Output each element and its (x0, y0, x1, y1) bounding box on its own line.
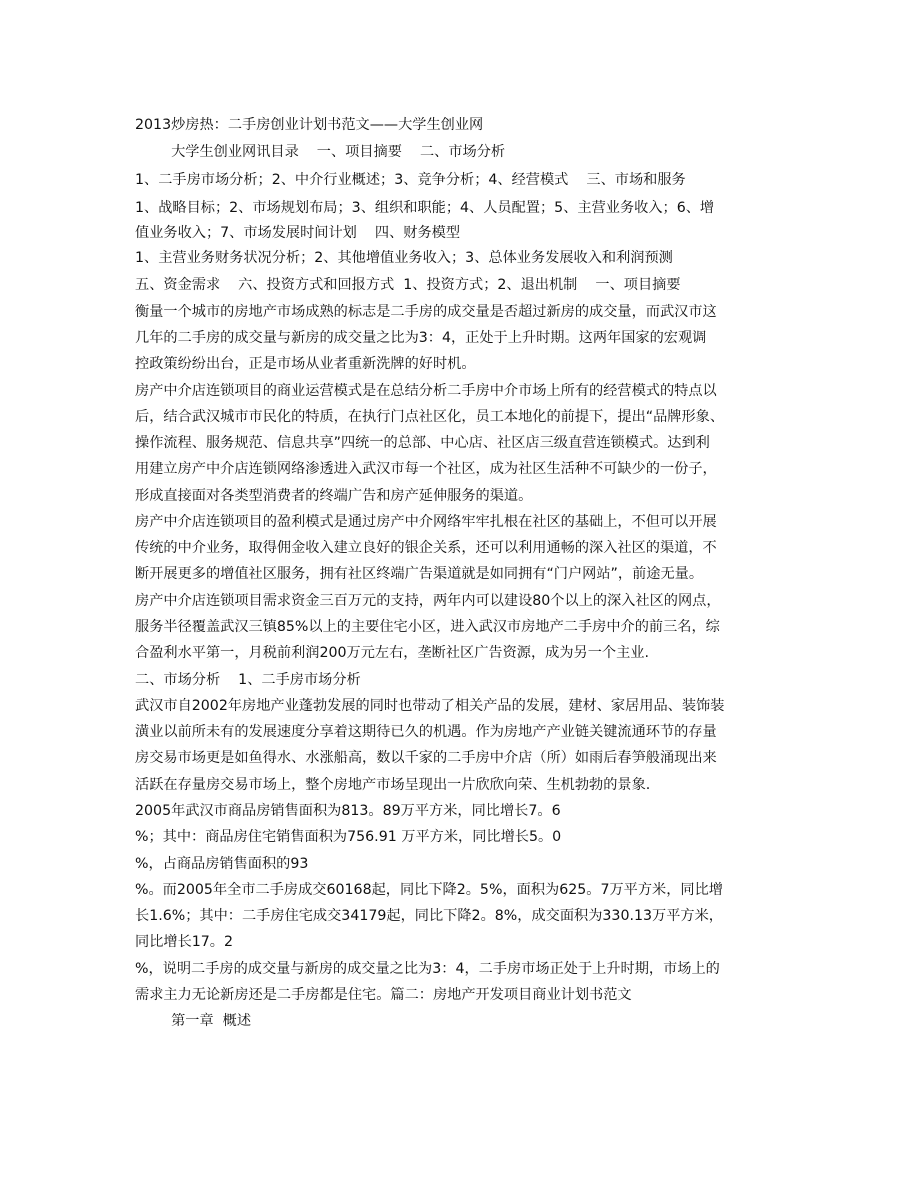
doc-line-6: 五、资金需求 六、投资方式和回报方式 1、投资方式；2、退出机制 一、项目摘要 (135, 277, 681, 293)
doc-line-3: 1、战略目标；2、市场规划布局；3、组织和职能；4、人员配置；5、主营业务收入；6、增 (135, 200, 715, 216)
doc-line-2: 1、二手房市场分析；2、中介行业概述；3、竞争分析；4、经营模式 三、市场和服务 (135, 172, 686, 188)
doc-line-33: 需求主力无论新房还是二手房都是住宅。篇二：房地产开发项目商业计划书范文 (135, 987, 632, 1003)
doc-line-9: 控政策纷纷出台，正是市场从业者重新洗牌的好时机。 (135, 356, 476, 372)
doc-line-26: 2005年武汉市商品房销售面积为813。89万平方米，同比增长7。6 (135, 803, 561, 819)
section-heading-chapter-1: 第一章 概述 (135, 1013, 252, 1029)
doc-line-10: 房产中介店连锁项目的商业运营模式是在总结分析二手房中介市场上所有的经营模式的特点以 (135, 383, 717, 399)
doc-line-31: 同比增长17。2 (135, 934, 234, 950)
doc-line-29: %。而2005年全市二手房成交60168起，同比下降2。5%，面积为625。7万平方米，同比增 (135, 882, 723, 898)
doc-line-8: 几年的二手房的成交量与新房的成交量之比为3：4，正处于上升时期。这两年国家的宏观调 (135, 330, 707, 346)
doc-line-11: 后，结合武汉城市市民化的特质，在执行门点社区化，员工本地化的前提下，提出“品牌形象、 (135, 409, 725, 425)
doc-line-25: 活跃在存量房交易市场上，整个房地产市场呈现出一片欣欣向荣、生机勃勃的景象. (135, 777, 651, 793)
doc-line-16: 传统的中介业务，取得佣金收入建立良好的银企关系，还可以利用通畅的深入社区的渠道，不 (135, 540, 717, 556)
doc-line-22: 武汉市自2002年房地产业蓬勃发展的同时也带动了相关产品的发展，建材、家居用品、装饰装 (135, 698, 725, 714)
doc-line-17: 断开展更多的增值社区服务，拥有社区终端广告渠道就是如同拥有“门户网站”，前途无量。 (135, 566, 704, 582)
doc-line-1: 大学生创业网讯目录 一、项目摘要 二、市场分析 (135, 144, 506, 160)
doc-line-24: 房交易市场更是如鱼得水、水涨船高，数以千家的二手房中介店（所）如雨后春笋般涌现出来 (135, 750, 717, 766)
doc-title: 2013炒房热：二手房创业计划书范文——大学生创业网 (135, 117, 484, 133)
doc-line-30: 长1.6%；其中：二手房住宅成交34179起，同比下降2。8%，成交面积为330.13万平方米， (135, 908, 723, 924)
doc-line-13: 用建立房产中介店连锁网络渗透进入武汉市每一个社区，成为社区生活种不可缺少的一份子， (135, 461, 717, 477)
doc-line-15: 房产中介店连锁项目的盈利模式是通过房产中介网络牢牢扎根在社区的基础上，不但可以开展 (135, 514, 717, 530)
doc-line-27: %；其中：商品房住宅销售面积为756.91 万平方米，同比增长5。0 (135, 829, 562, 845)
doc-line-4: 值业务收入；7、市场发展时间计划 四、财务模型 (135, 225, 461, 241)
doc-line-5: 1、主营业务财务状况分析；2、其他增值业务收入；3、总体业务发展收入和利润预测 (135, 250, 673, 266)
doc-line-21: 二、市场分析 1、二手房市场分析 (135, 672, 361, 688)
doc-line-20: 合盈利水平第一，月税前利润200万元左右，垄断社区广告资源，成为另一个主业. (135, 645, 649, 661)
doc-line-23: 潢业以前所未有的发展速度分享着这期待已久的机遇。作为房地产产业链关键流通环节的存量 (135, 724, 717, 740)
doc-line-14: 形成直接面对各类型消费者的终端广告和房产延伸服务的渠道。 (135, 488, 533, 504)
doc-line-18: 房产中介店连锁项目需求资金三百万元的支持，两年内可以建设80个以上的深入社区的网点， (135, 593, 721, 609)
doc-line-32: %，说明二手房的成交量与新房的成交量之比为3：4，二手房市场正处于上升时期，市场上的 (135, 961, 720, 977)
doc-line-28: %，占商品房销售面积的93 (135, 856, 309, 872)
doc-line-12: 操作流程、服务规范、信息共享”四统一的总部、中心店、社区店三级直营连锁模式。达到利 (135, 435, 710, 451)
doc-line-19: 服务半径覆盖武汉三镇85%以上的主要住宅小区，进入武汉市房地产二手房中介的前三名，综 (135, 619, 720, 635)
doc-line-7: 衡量一个城市的房地产市场成熟的标志是二手房的成交量是否超过新房的成交量，而武汉市这 (135, 304, 717, 320)
